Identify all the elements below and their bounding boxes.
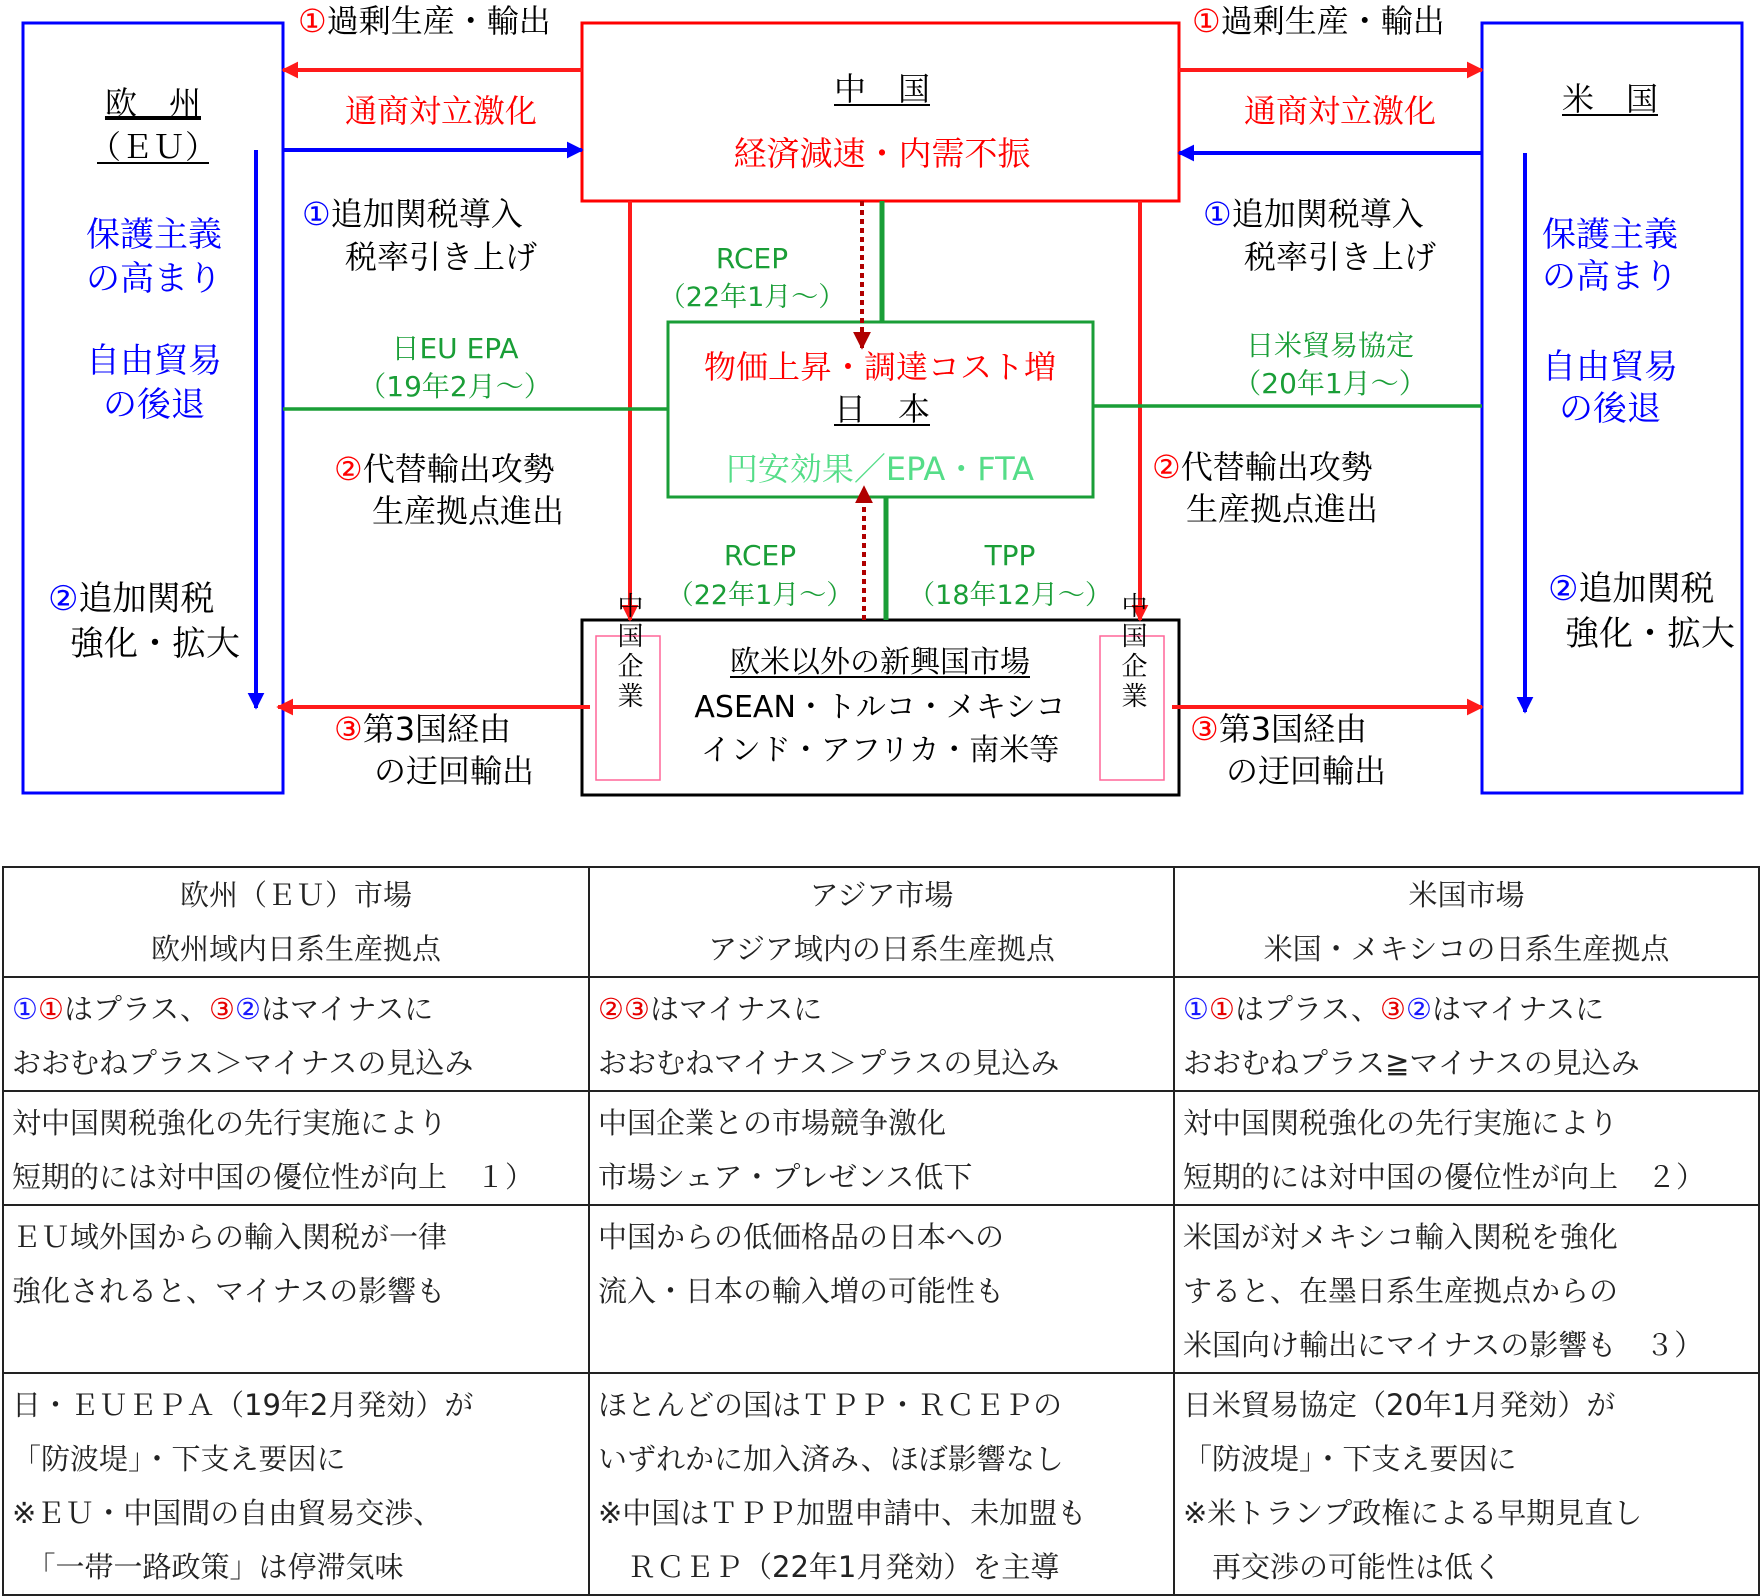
china-box xyxy=(582,23,1179,201)
china-firm-left: 中国企業 xyxy=(613,592,643,712)
table-header-row xyxy=(3,867,1759,977)
us-tariff-1: ②追加関税 xyxy=(1548,569,1715,609)
us-tariff-2: 強化・拡大 xyxy=(1565,614,1735,654)
table-cell: 日・ＥＵＥＰＡ（19年2月発効）が 「防波堤」・下支え要因に ※ＥＵ・中国間の自由貿易交渉、 「一帯一路政策」は停滞気味 xyxy=(3,1373,589,1595)
eu-retreat-2: の後退 xyxy=(103,385,205,425)
cell-asia-outlook: ②③はマイナスに おおむねマイナス＞プラスの見込み xyxy=(589,977,1174,1091)
japan-effect: 円安効果／EPA・FTA xyxy=(725,450,1035,488)
eu-retreat-1: 自由貿易 xyxy=(86,341,222,381)
table-cell: ＥＵ域外国からの輸入関税が一律 強化されると、マイナスの影響も xyxy=(3,1205,589,1373)
rcep-bottom-date: （22年1月～） xyxy=(666,580,854,611)
table-row xyxy=(3,1091,1759,1205)
eu-tariff-1: ②追加関税 xyxy=(48,579,215,619)
header-us-subtitle: 米国・メキシコの日系生産拠点 xyxy=(1263,932,1670,966)
rcep-top-label: RCEP xyxy=(715,242,789,275)
table-cell: 対中国関税強化の先行実施により 短期的には対中国の優位性が向上 ２） xyxy=(1174,1091,1759,1205)
header-eu-subtitle: 欧州域内日系生産拠点 xyxy=(150,932,441,966)
table-cell: 中国企業との市場競争激化 市場シェア・プレゼンス低下 xyxy=(589,1091,1174,1205)
left-tariff-1: ①追加関税導入 xyxy=(302,195,523,233)
japan-cost: 物価上昇・調達コスト増 xyxy=(703,348,1057,386)
table-row xyxy=(3,977,1759,1091)
emerging-line2: ASEAN・トルコ・メキシコ xyxy=(694,690,1066,725)
left-alt-1: ②代替輸出攻勢 xyxy=(334,450,555,488)
cell-us-outlook: ①①はプラス、③②はマイナスに おおむねプラス≧マイナスの見込み xyxy=(1174,977,1759,1091)
table-cell: 米国が対メキシコ輸入関税を強化 すると、在墨日系生産拠点からの 米国向け輸出にマイナスの影響も ３） xyxy=(1174,1205,1759,1373)
eu-protection-1: 保護主義 xyxy=(86,215,222,255)
left-epa-1: 日EU EPA xyxy=(391,332,519,365)
left-detour-1: ③第3国経由 xyxy=(334,710,512,748)
right-tariff-1: ①追加関税導入 xyxy=(1203,195,1424,233)
us-protection-1: 保護主義 xyxy=(1542,215,1678,255)
left-detour-2: の迂回輸出 xyxy=(374,752,535,790)
table-row xyxy=(3,1205,1759,1373)
header-asia xyxy=(589,867,1174,977)
cell-eu-outlook: ①①はプラス、③②はマイナスに おおむねプラス＞マイナスの見込み xyxy=(3,977,589,1091)
left-tariff-2: 税率引き上げ xyxy=(345,238,538,276)
right-alt-1: ②代替輸出攻勢 xyxy=(1152,448,1373,486)
right-tariff-2: 税率引き上げ xyxy=(1244,238,1437,276)
emerging-line3: インド・アフリカ・南米等 xyxy=(700,733,1060,768)
right-detour-2: の迂回輸出 xyxy=(1226,752,1387,790)
eu-tariff-2: 強化・拡大 xyxy=(70,624,240,664)
eu-subtitle: （ＥＵ） xyxy=(88,128,218,166)
us-title: 米 国 xyxy=(1561,80,1659,118)
china-firm-right: 中国企業 xyxy=(1117,592,1147,712)
us-protection-2: の高まり xyxy=(1542,257,1678,297)
header-asia-subtitle: アジア域内の日系生産拠点 xyxy=(708,932,1055,966)
market-impact-table xyxy=(2,866,1760,1596)
right-conflict: 通商対立激化 xyxy=(1244,92,1437,130)
table-cell: 中国からの低価格品の日本への 流入・日本の輸入増の可能性も xyxy=(589,1205,1174,1373)
japan-title: 日 本 xyxy=(833,390,931,428)
eu-title: 欧 州 xyxy=(104,84,202,122)
right-alt-2: 生産拠点進出 xyxy=(1186,490,1379,528)
header-asia-title: アジア市場 xyxy=(809,878,954,912)
right-overprod: ①過剰生産・輸出 xyxy=(1192,2,1445,40)
header-eu xyxy=(3,867,589,977)
eu-protection-2: の高まり xyxy=(86,259,222,299)
left-alt-2: 生産拠点進出 xyxy=(372,492,565,530)
right-detour-1: ③第3国経由 xyxy=(1190,710,1368,748)
us-retreat-1: 自由貿易 xyxy=(1542,347,1678,387)
us-retreat-2: の後退 xyxy=(1559,389,1661,429)
emerging-title: 欧米以外の新興国市場 xyxy=(730,645,1030,680)
tpp-date: （18年12月～） xyxy=(908,580,1112,611)
china-subtitle: 経済減速・内需不振 xyxy=(733,134,1031,173)
china-title: 中 国 xyxy=(833,70,931,108)
tpp-label: TPP xyxy=(984,539,1036,572)
header-us xyxy=(1174,867,1759,977)
table-cell: 対中国関税強化の先行実施により 短期的には対中国の優位性が向上 １） xyxy=(3,1091,589,1205)
header-us-title: 米国市場 xyxy=(1408,878,1525,912)
right-trade-1: 日米貿易協定 xyxy=(1245,329,1415,362)
left-epa-2: （19年2月～） xyxy=(358,370,552,403)
table-cell: 日米貿易協定（20年1月発効）が 「防波堤」・下支え要因に ※米トランプ政権による早期見直し 再交渉の可能性は低く xyxy=(1174,1373,1759,1595)
table-cell: ほとんどの国はＴＰＰ・ＲＣＥＰの いずれかに加入済み、ほぼ影響なし ※中国はＴＰＰ加盟申請中、未加盟も ＲＣＥＰ（22年1月発効）を主導 xyxy=(589,1373,1174,1595)
left-overprod: ①過剰生産・輸出 xyxy=(298,2,551,40)
rcep-bottom-label: RCEP xyxy=(723,539,797,572)
table-row xyxy=(3,1373,1759,1595)
right-trade-2: （20年1月～） xyxy=(1233,367,1427,400)
left-conflict: 通商対立激化 xyxy=(345,92,538,130)
header-eu-title: 欧州（ＥＵ）市場 xyxy=(179,878,412,912)
rcep-top-date: （22年1月～） xyxy=(658,282,846,313)
